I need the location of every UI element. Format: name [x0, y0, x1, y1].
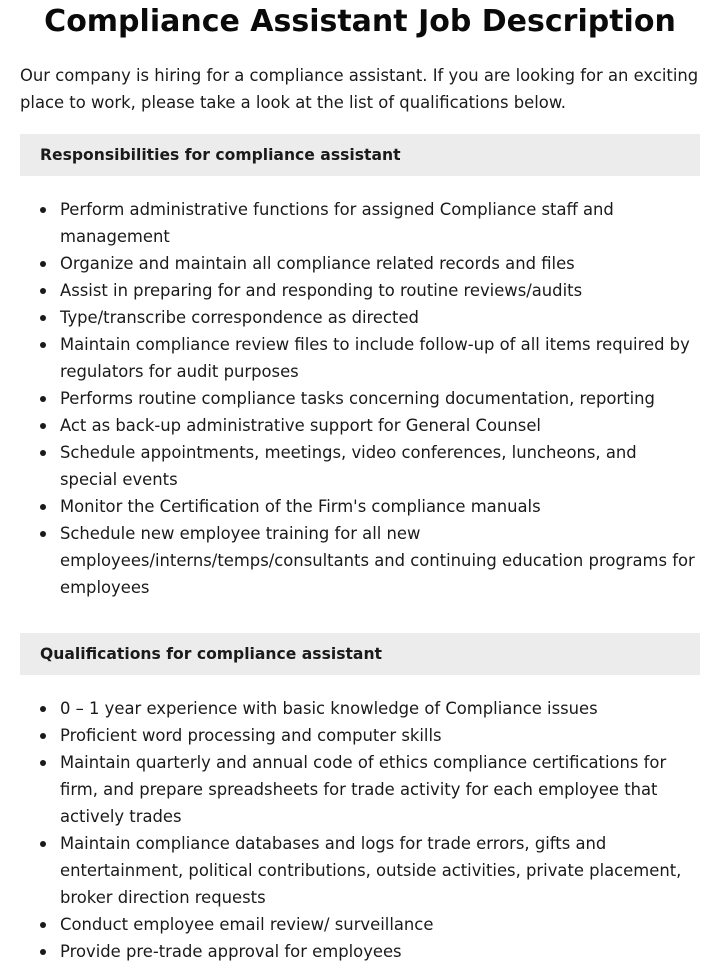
bullet-icon — [40, 949, 46, 955]
list-item: Monitor the Certification of the Firm's compliance manuals — [60, 493, 700, 520]
bullet-icon — [40, 922, 46, 928]
qualifications-list — [20, 695, 700, 965]
list-item: Maintain compliance databases and logs for trade errors, gifts and entertainment, political contributions, outside activities, private placement, broker direction requests — [60, 830, 700, 911]
bullet-icon — [40, 207, 46, 213]
list-item: 0 – 1 year experience with basic knowledge of Compliance issues — [60, 695, 700, 722]
list-item: Schedule new employee training for all new employees/interns/temps/consultants and continuing education programs for employees — [60, 520, 700, 601]
bullet-icon — [40, 531, 46, 537]
bullet-icon — [40, 288, 46, 294]
list-item: Provide pre-trade approval for employees — [60, 938, 700, 965]
list-item: Act as back-up administrative support for General Counsel — [60, 412, 700, 439]
list-item: Assist in preparing for and responding to routine reviews/audits — [60, 277, 700, 304]
responsibilities-heading-label: Responsibilities for compliance assistant — [40, 146, 401, 164]
list-item: Performs routine compliance tasks concerning documentation, reporting — [60, 385, 700, 412]
page-title: Compliance Assistant Job Description — [44, 4, 676, 39]
bullet-icon — [40, 841, 46, 847]
qualifications-heading-label: Qualifications for compliance assistant — [40, 645, 383, 663]
list-item: Conduct employee email review/ surveillance — [60, 911, 700, 938]
list-item: Maintain quarterly and annual code of ethics compliance certifications for firm, and prepare spreadsheets for trade activity for each employee that actively trades — [60, 749, 700, 830]
bullet-icon — [40, 504, 46, 510]
list-item: Perform administrative functions for assigned Compliance staff and management — [60, 196, 700, 250]
responsibilities-list — [20, 196, 700, 601]
bullet-icon — [40, 423, 46, 429]
list-item: Organize and maintain all compliance related records and files — [60, 250, 700, 277]
list-item: Schedule appointments, meetings, video conferences, luncheons, and special events — [60, 439, 700, 493]
responsibilities-heading — [20, 134, 700, 176]
list-item: Type/transcribe correspondence as directed — [60, 304, 700, 331]
bullet-icon — [40, 396, 46, 402]
list-item: Proficient word processing and computer skills — [60, 722, 700, 749]
bullet-icon — [40, 450, 46, 456]
bullet-icon — [40, 760, 46, 766]
list-item: Maintain compliance review files to include follow-up of all items required by regulators for audit purposes — [60, 331, 700, 385]
bullet-icon — [40, 342, 46, 348]
bullet-icon — [40, 261, 46, 267]
bullet-icon — [40, 733, 46, 739]
bullet-icon — [40, 706, 46, 712]
intro-paragraph: Our company is hiring for a compliance assistant. If you are looking for an exciting place to work, please take a look at the list of qualifications below. — [20, 66, 699, 112]
qualifications-heading — [20, 633, 700, 675]
bullet-icon — [40, 315, 46, 321]
